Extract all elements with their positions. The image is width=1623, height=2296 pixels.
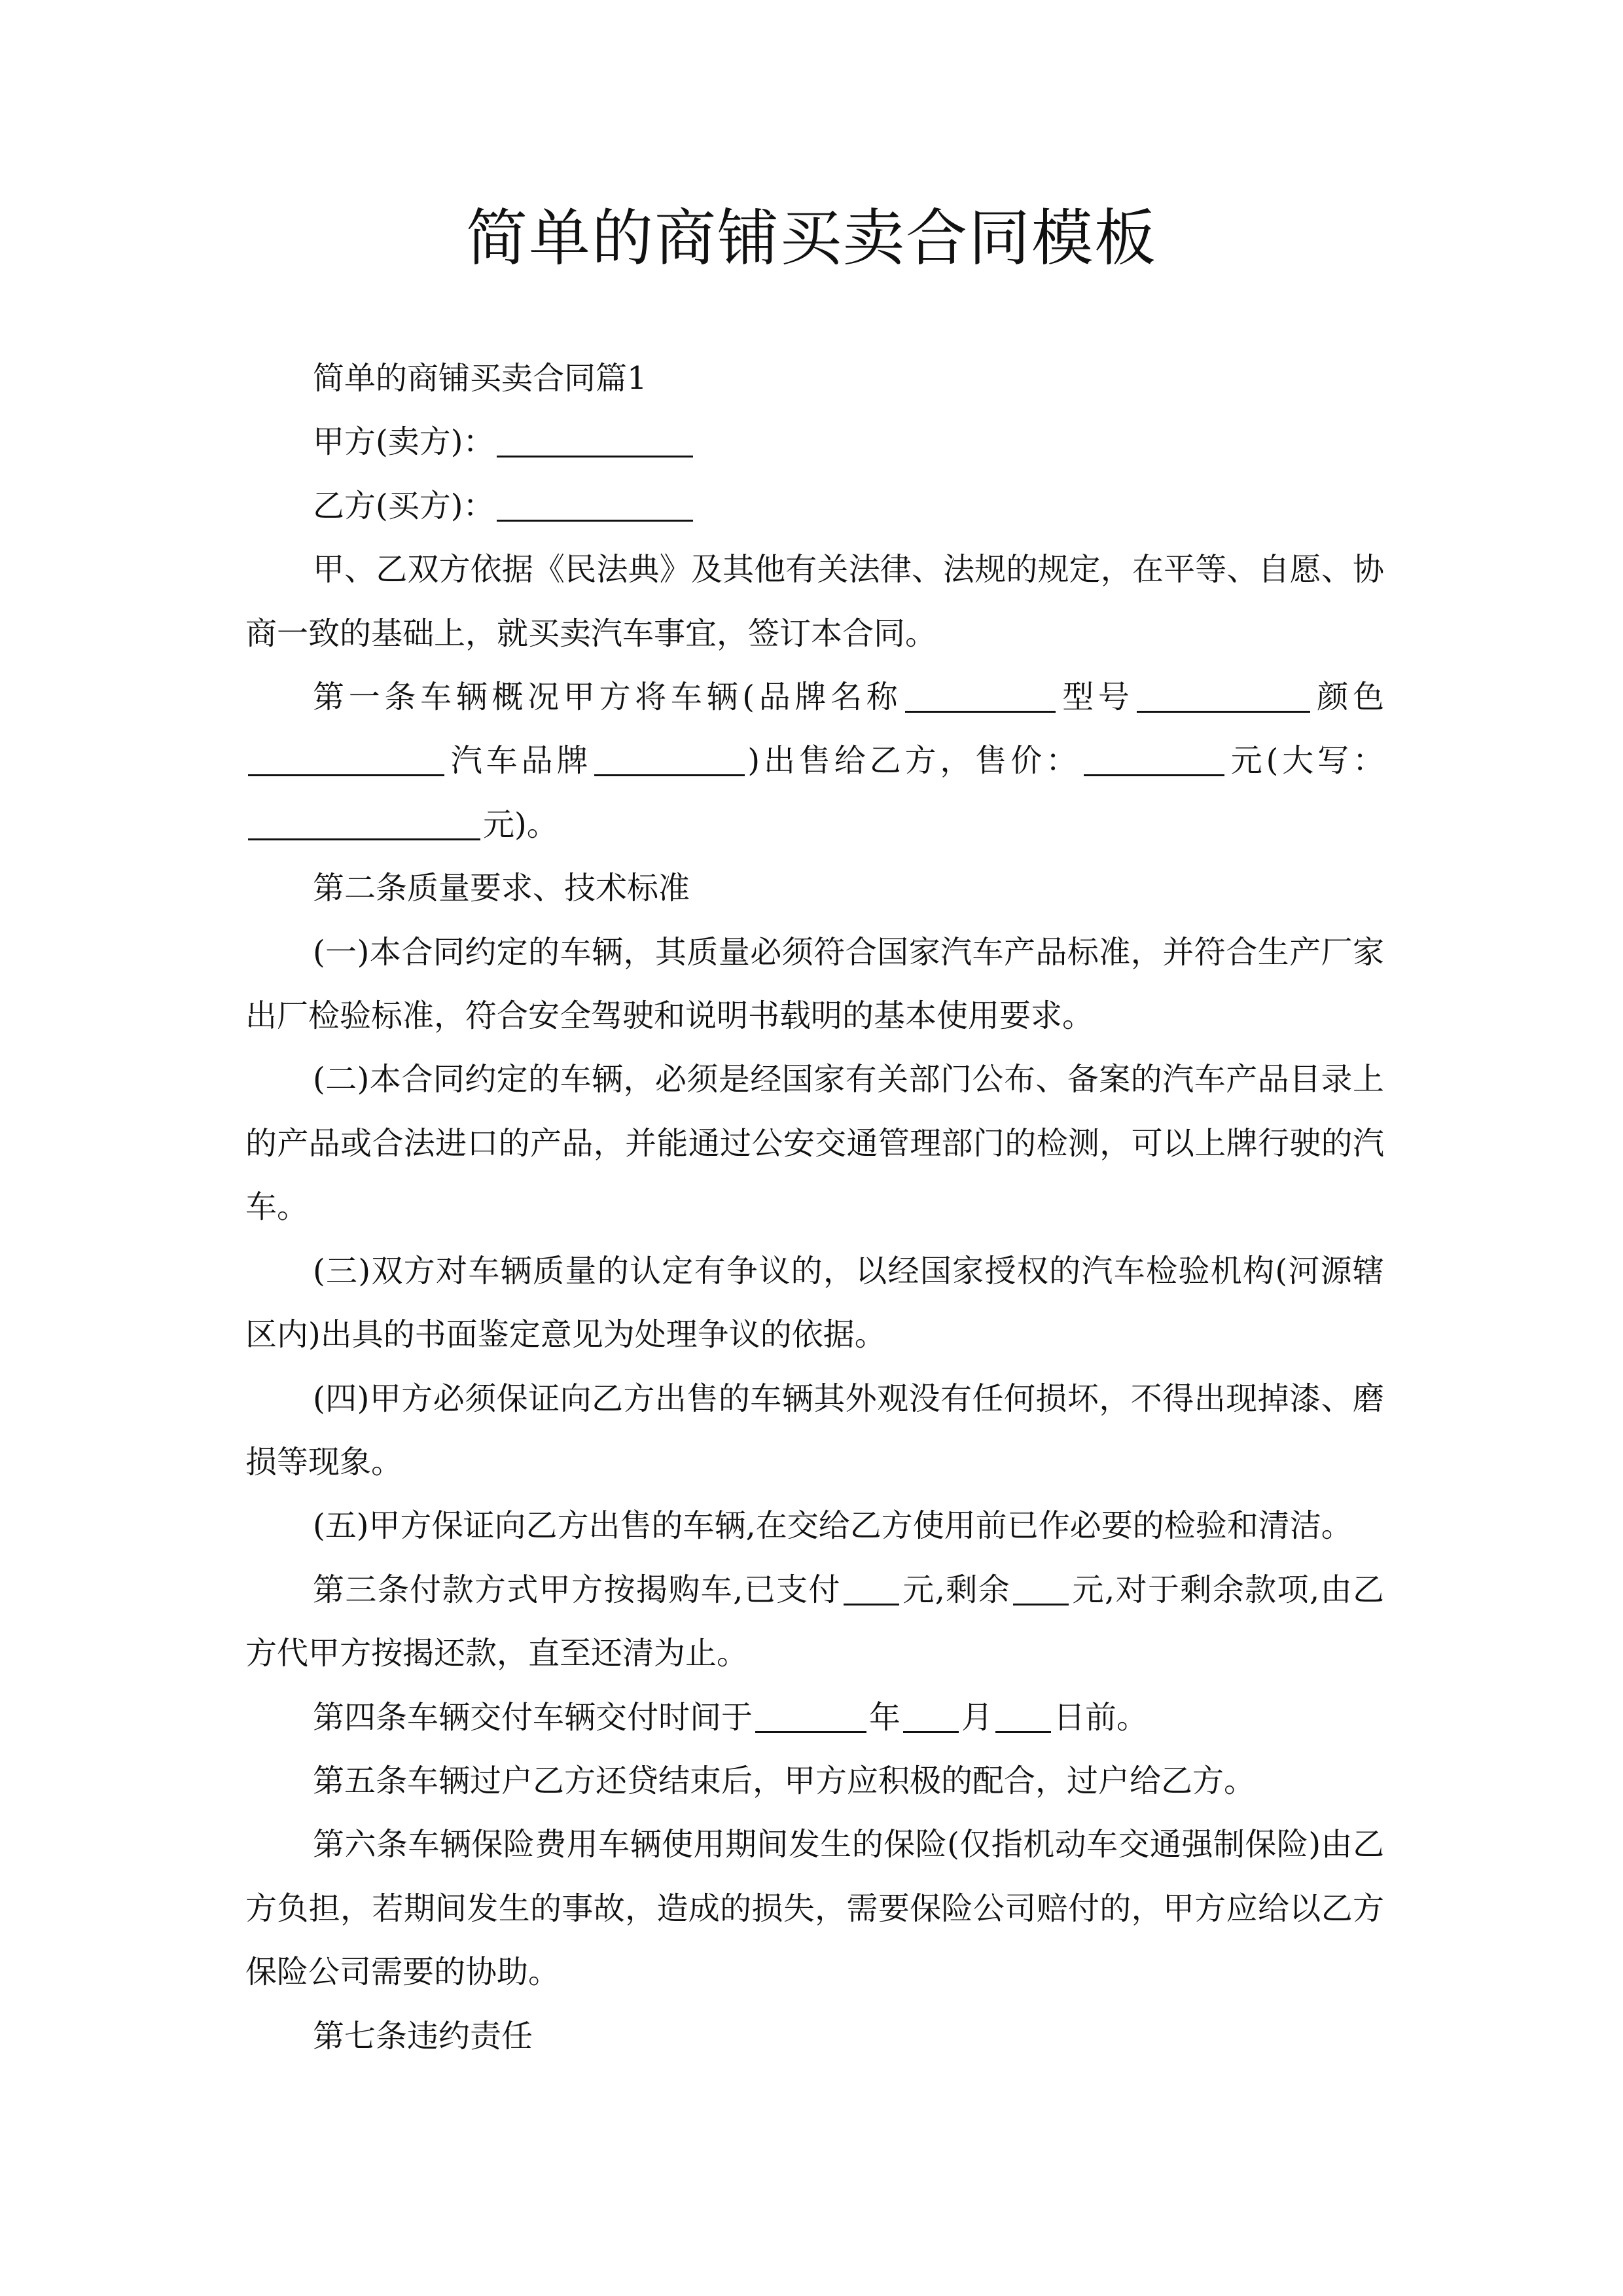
preamble-paragraph: 甲、乙双方依据《民法典》及其他有关法律、法规的规定，在平等、自愿、协商一致的基础上，就买卖汽车事宜，签订本合同。 xyxy=(245,551,1384,652)
clause-3: (三)双方对车辆质量的认定有争议的，以经国家授权的汽车检验机构(河源辖区内)出具的书面鉴定意见为处理争议的依据。 xyxy=(245,1252,1384,1354)
party-a-blank[interactable] xyxy=(497,422,693,457)
article-1-text-5: )出售给乙方，售价： xyxy=(747,742,1081,780)
delivery-year-blank[interactable] xyxy=(755,1697,866,1733)
party-b-line xyxy=(245,475,1384,538)
delivery-day-blank[interactable] xyxy=(995,1697,1051,1733)
model-blank[interactable] xyxy=(1137,677,1310,713)
article-4-text-3: 月 xyxy=(961,1698,993,1736)
clause-5: (五)甲方保证向乙方出售的车辆,在交给乙方使用前已作必要的检验和清洁。 xyxy=(313,1507,1353,1545)
article-1-text-2: 型号 xyxy=(1058,679,1134,716)
color-blank[interactable] xyxy=(248,740,444,776)
article-4-text-4: 日前。 xyxy=(1054,1698,1149,1736)
car-brand-blank[interactable] xyxy=(594,740,745,776)
section-heading: 简单的商铺买卖合同篇1 xyxy=(313,360,647,397)
clause-4: (四)甲方必须保证向乙方出售的车辆其外观没有任何损坏，不得出现掉漆、磨损等现象。 xyxy=(245,1380,1384,1480)
clause-2: (二)本合同约定的车辆，必须是经国家有关部门公布、备案的汽车产品目录上的产品或合法进口的产品，并能通过公安交通管理部门的检测，可以上牌行驶的汽车。 xyxy=(245,1061,1384,1226)
document-body xyxy=(245,347,1384,2068)
article-2-heading: 第二条质量要求、技术标准 xyxy=(313,870,690,907)
party-a-line xyxy=(245,410,1384,474)
document-title: 简单的商铺买卖合同模板 xyxy=(465,203,1157,274)
article-3-paragraph xyxy=(245,1558,1384,1686)
article-1-paragraph xyxy=(245,666,1384,857)
paid-amount-blank[interactable] xyxy=(844,1570,899,1605)
price-in-words-blank[interactable] xyxy=(248,804,480,840)
article-7-heading: 第七条违约责任 xyxy=(313,2017,533,2054)
party-a-label: 甲方(卖方)： xyxy=(313,423,495,461)
article-1-text-4: 汽车品牌 xyxy=(447,742,592,780)
article-3-text-2: 元,剩余 xyxy=(901,1571,1011,1608)
delivery-month-blank[interactable] xyxy=(903,1697,959,1733)
article-4-text-2: 年 xyxy=(869,1698,901,1736)
article-4-paragraph xyxy=(245,1686,1384,1749)
article-5-paragraph: 第五条车辆过户乙方还贷结束后，甲方应积极的配合，过户给乙方。 xyxy=(313,1762,1256,1799)
remaining-amount-blank[interactable] xyxy=(1013,1570,1069,1605)
brand-name-blank[interactable] xyxy=(905,677,1056,713)
article-1-text-7: 元)。 xyxy=(483,806,558,843)
article-1-text-3: 颜色 xyxy=(1312,679,1384,716)
article-6-paragraph: 第六条车辆保险费用车辆使用期间发生的保险(仅指机动车交通强制保险)由乙方负担，若期间发生的事故，造成的损失，需要保险公司赔付的，甲方应给以乙方保险公司需要的协助。 xyxy=(245,1826,1384,1991)
clause-1: (一)本合同约定的车辆，其质量必须符合国家汽车产品标准，并符合生产厂家出厂检验标准，符合安全驾驶和说明书载明的基本使用要求。 xyxy=(245,933,1384,1035)
article-1-text-1: 第一条车辆概况甲方将车辆(品牌名称 xyxy=(313,679,902,716)
article-3-text-3: 元,对于剩余款项,由乙方代甲方按揭还款，直至还清为止。 xyxy=(245,1571,1384,1672)
party-b-blank[interactable] xyxy=(497,486,693,522)
article-3-text-1: 第三条付款方式甲方按揭购车,已支付 xyxy=(313,1571,841,1608)
article-4-text-1: 第四条车辆交付车辆交付时间于 xyxy=(313,1698,753,1736)
party-b-label: 乙方(买方)： xyxy=(313,487,495,524)
price-blank[interactable] xyxy=(1084,740,1224,776)
article-1-text-6: 元(大写： xyxy=(1226,742,1384,780)
